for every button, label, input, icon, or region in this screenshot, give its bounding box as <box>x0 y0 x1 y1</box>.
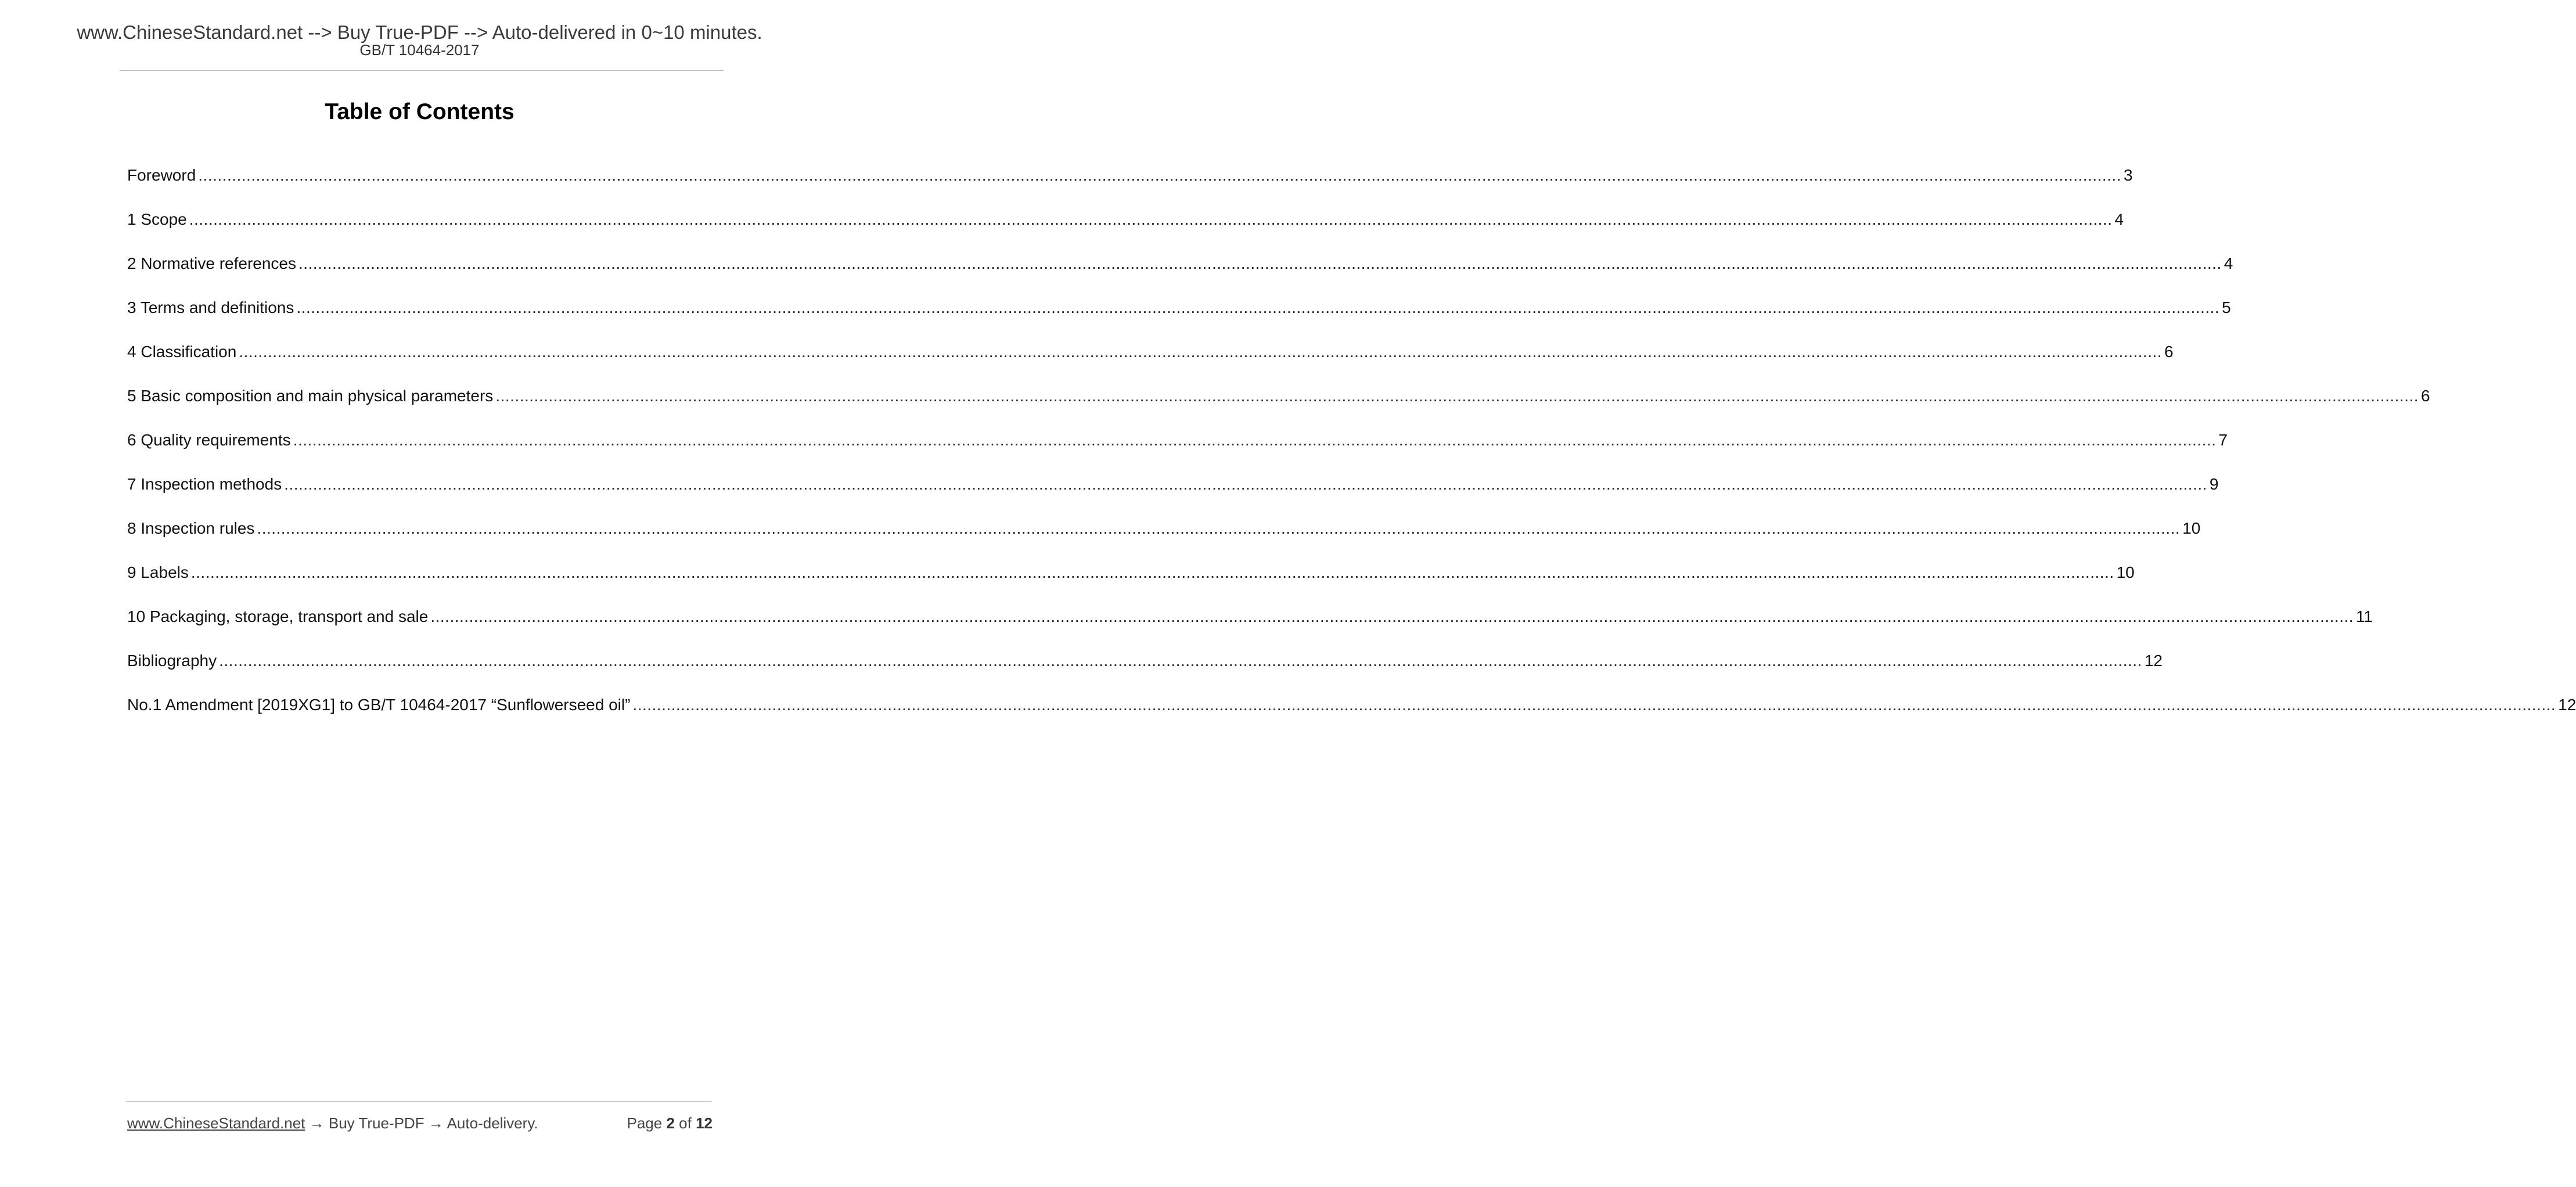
toc-entry-page: 11 <box>2356 607 2373 625</box>
footer-divider <box>125 1101 712 1102</box>
toc-entry-label: 3 Terms and definitions <box>127 298 294 316</box>
toc-entry-page: 6 <box>2164 343 2174 361</box>
dot-leader: ................................................................................................................................................................................................................................................................................................................................................................................................................ <box>296 298 2220 316</box>
dot-leader: ................................................................................................................................................................................................................................................................................................................................................................................................................ <box>190 563 2114 581</box>
toc-entry-packaging[interactable] <box>127 606 2373 650</box>
toc-entry-label: 1 Scope <box>127 210 187 228</box>
toc-entry-label: 4 Classification <box>127 343 237 361</box>
toc-entry-page: 9 <box>2209 475 2219 493</box>
toc-entry-page: 12 <box>2558 696 2576 714</box>
dot-leader: ................................................................................................................................................................................................................................................................................................................................................................................................................ <box>219 652 2142 670</box>
toc-entry-label: 2 Normative references <box>127 254 297 272</box>
toc-entry-classification[interactable] <box>127 341 2174 386</box>
toc-entry-bibliography[interactable] <box>127 650 2163 695</box>
toc-entry-normative-references[interactable] <box>127 253 2233 297</box>
site-banner: www.ChineseStandard.net --> Buy True-PDF --> Auto-delivered in 0~10 minutes. <box>77 21 762 43</box>
toc-entry-page: 12 <box>2144 652 2163 670</box>
toc-entry-page: 6 <box>2421 387 2430 405</box>
dot-leader: ................................................................................................................................................................................................................................................................................................................................................................................................................ <box>293 431 2217 449</box>
toc-entry-foreword[interactable] <box>127 165 2133 209</box>
dot-leader: ................................................................................................................................................................................................................................................................................................................................................................................................................ <box>495 387 2419 405</box>
toc-entry-label: Bibliography <box>127 652 217 670</box>
toc-entry-page: 5 <box>2222 298 2231 316</box>
toc-entry-label: 6 Quality requirements <box>127 431 291 449</box>
toc-entry-quality-requirements[interactable] <box>127 430 2228 474</box>
toc-entry-labels[interactable] <box>127 562 2135 606</box>
toc-entry-page: 10 <box>2116 563 2135 581</box>
dot-leader: ................................................................................................................................................................................................................................................................................................................................................................................................................ <box>430 607 2354 625</box>
page-number <box>627 1113 713 1134</box>
toc-entry-inspection-methods[interactable] <box>127 474 2219 518</box>
footer-site-link[interactable]: www.ChineseStandard.net <box>127 1114 305 1132</box>
dot-leader: ................................................................................................................................................................................................................................................................................................................................................................................................................ <box>298 254 2222 272</box>
toc-entry-label: 7 Inspection methods <box>127 475 282 493</box>
toc-entry-label: 8 Inspection rules <box>127 519 255 537</box>
dot-leader: ................................................................................................................................................................................................................................................................................................................................................................................................................ <box>239 343 2163 361</box>
toc-entry-page: 4 <box>2114 210 2124 228</box>
of-word: of <box>679 1114 692 1132</box>
toc-entry-page: 4 <box>2224 254 2233 272</box>
toc-entry-page: 7 <box>2218 431 2228 449</box>
toc-entry-page: 10 <box>2182 519 2201 537</box>
header-divider <box>120 70 724 71</box>
page-word: Page <box>627 1114 663 1132</box>
dot-leader: ................................................................................................................................................................................................................................................................................................................................................................................................................ <box>189 210 2113 228</box>
footer-promo <box>127 1113 538 1134</box>
dot-leader: ................................................................................................................................................................................................................................................................................................................................................................................................................ <box>198 166 2121 184</box>
toc-entry-page: 3 <box>2123 166 2133 184</box>
toc-entry-label: 10 Packaging, storage, transport and sale <box>127 607 429 625</box>
toc-entry-label: No.1 Amendment [2019XG1] to GB/T 10464-2017 “Sunflowerseed oil” <box>127 696 631 714</box>
toc-entry-label: Foreword <box>127 166 196 184</box>
footer-tagline: → Buy True-PDF → Auto-delivery. <box>309 1114 538 1132</box>
toc-entry-terms-and-definitions[interactable] <box>127 297 2231 341</box>
toc-entry-basic-composition[interactable] <box>127 386 2430 430</box>
document-code: GB/T 10464-2017 <box>359 41 480 59</box>
page-footer <box>127 1113 713 1134</box>
current-page-number: 2 <box>666 1114 675 1132</box>
toc-entry-scope[interactable] <box>127 209 2124 253</box>
dot-leader: ................................................................................................................................................................................................................................................................................................................................................................................................................ <box>632 696 2556 714</box>
toc-entry-label: 5 Basic composition and main physical parameters <box>127 387 494 405</box>
dot-leader: ................................................................................................................................................................................................................................................................................................................................................................................................................ <box>257 519 2181 537</box>
table-of-contents <box>127 165 2576 739</box>
dot-leader: ................................................................................................................................................................................................................................................................................................................................................................................................................ <box>284 475 2207 493</box>
page-title: Table of Contents <box>325 99 515 124</box>
toc-entry-label: 9 Labels <box>127 563 189 581</box>
toc-entry-inspection-rules[interactable] <box>127 518 2201 562</box>
total-page-number: 12 <box>696 1114 713 1132</box>
toc-entry-amendment[interactable] <box>127 695 2576 739</box>
